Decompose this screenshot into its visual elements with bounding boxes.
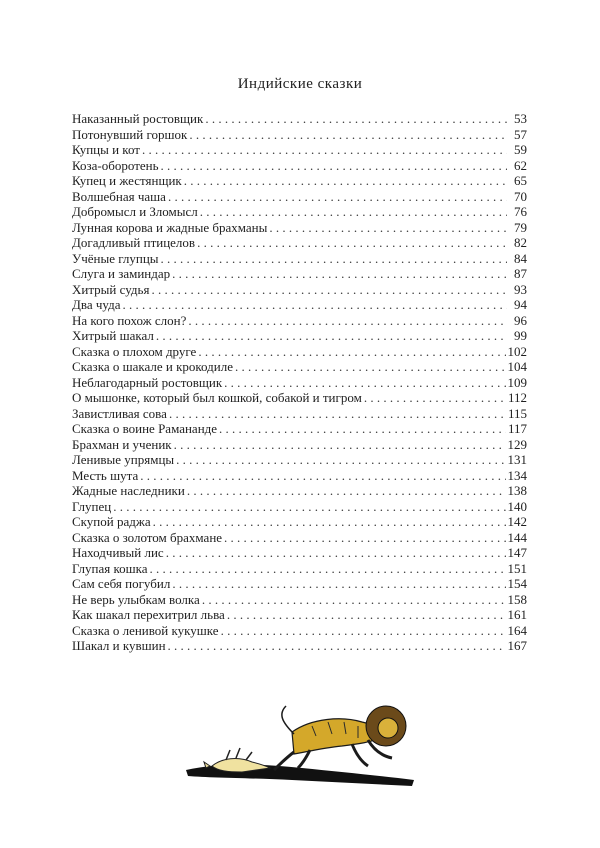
toc-entry: [72, 220, 527, 236]
toc-leader-dots: [169, 406, 506, 422]
toc-entry-page: 87: [514, 266, 527, 281]
toc-entry: [72, 483, 527, 499]
toc-entry-title: Глупая кошка: [72, 560, 148, 576]
toc-entry-page: 84: [514, 250, 527, 266]
toc-leader-dots: [161, 158, 507, 174]
toc-entry: [72, 282, 527, 298]
toc-entry-title: Два чуда: [72, 297, 121, 312]
toc-entry-page: 142: [507, 514, 527, 529]
toc-entry-page: 115: [507, 405, 527, 421]
toc-entry: [72, 297, 527, 313]
toc-leader-dots: [364, 390, 506, 406]
toc-entry-page: 138: [507, 483, 527, 498]
toc-leader-dots: [221, 623, 506, 639]
toc-entry-page: 59: [514, 142, 527, 157]
toc-entry: [72, 173, 527, 189]
toc-entry-page: 79: [514, 219, 527, 235]
toc-leader-dots: [142, 142, 507, 158]
toc-entry: [72, 344, 527, 360]
toc-leader-dots: [202, 592, 506, 608]
toc-leader-dots: [189, 127, 507, 143]
toc-entry-title: Хитрый судья: [72, 281, 150, 297]
toc-leader-dots: [224, 375, 505, 391]
toc-entry: [72, 111, 527, 127]
toc-entry-page: 104: [507, 359, 527, 374]
toc-entry: [72, 406, 527, 422]
toc-entry-title: Волшебная чаша: [72, 188, 166, 204]
toc-entry-page: 99: [514, 328, 527, 343]
toc-leader-dots: [227, 607, 506, 623]
toc-entry-title: Завистливая сова: [72, 405, 167, 421]
toc-entry: [72, 235, 527, 251]
toc-entry-title: Наказанный ростовщик: [72, 111, 204, 126]
toc-entry-title: Ленивые упрямцы: [72, 452, 175, 467]
toc-entry-title: Скупой раджа: [72, 514, 151, 529]
toc-leader-dots: [122, 297, 507, 313]
toc-entry-title: Купцы и кот: [72, 142, 140, 157]
toc-entry-page: 96: [514, 312, 527, 328]
toc-entry: [72, 530, 527, 546]
toc-leader-dots: [153, 514, 506, 530]
toc-entry-page: 76: [514, 204, 527, 219]
toc-entry-title: Глупец: [72, 498, 112, 514]
toc-entry: [72, 561, 527, 577]
toc-leader-dots: [161, 251, 507, 267]
toc-leader-dots: [140, 468, 505, 484]
toc-entry-page: 161: [507, 607, 527, 622]
lion-figure: [274, 706, 406, 770]
page-title: Индийские сказки: [237, 76, 363, 92]
toc-leader-dots: [168, 189, 507, 205]
toc-entry-page: 70: [514, 188, 527, 204]
toc-leader-dots: [219, 421, 506, 437]
toc-entry-title: На кого похож слон?: [72, 312, 187, 328]
toc-leader-dots: [168, 638, 506, 654]
toc-entry-title: Хитрый шакал: [72, 328, 154, 343]
table-of-contents: [72, 111, 527, 654]
toc-entry-title: Сказка о ленивой кукушке: [72, 622, 219, 638]
toc-entry: [72, 328, 527, 344]
toc-entry-page: 117: [507, 421, 527, 436]
toc-entry: [72, 313, 527, 329]
toc-entry-page: 140: [507, 498, 527, 514]
toc-leader-dots: [113, 499, 505, 515]
toc-entry-page: 154: [507, 576, 527, 591]
toc-leader-dots: [172, 266, 507, 282]
toc-entry: [72, 452, 527, 468]
toc-entry: [72, 437, 527, 453]
toc-leader-dots: [184, 173, 507, 189]
toc-entry: [72, 545, 527, 561]
toc-entry-title: Сказка о золотом брахмане: [72, 529, 223, 545]
toc-entry: [72, 359, 527, 375]
toc-entry-page: 129: [507, 436, 527, 452]
toc-entry: [72, 468, 527, 484]
toc-leader-dots: [150, 561, 506, 577]
toc-entry-page: 147: [507, 545, 527, 560]
toc-entry-title: Сказка о шакале и крокодиле: [72, 359, 234, 374]
toc-entry-title: Жадные наследники: [72, 483, 185, 498]
toc-entry-page: 65: [514, 173, 527, 188]
toc-leader-dots: [198, 344, 505, 360]
toc-entry-page: 144: [507, 529, 527, 545]
toc-entry-page: 158: [507, 591, 527, 607]
toc-entry-title: Учёные глупцы: [72, 250, 159, 266]
toc-entry: [72, 607, 527, 623]
toc-entry-page: 134: [507, 467, 527, 483]
toc-entry-title: Коза-оборотень: [72, 157, 159, 173]
toc-entry-page: 164: [507, 622, 527, 638]
toc-entry-title: Лунная корова и жадные брахманы: [72, 219, 268, 235]
toc-entry-title: Неблагодарный ростовщик: [72, 374, 223, 390]
toc-entry-title: Сам себя погубил: [72, 576, 171, 591]
toc-entry: [72, 638, 527, 654]
toc-entry: [72, 251, 527, 267]
toc-entry-title: Потонувший горшок: [72, 126, 188, 142]
toc-leader-dots: [151, 282, 507, 298]
toc-leader-dots: [187, 483, 506, 499]
toc-entry: [72, 592, 527, 608]
toc-entry-title: О мышонке, который был кошкой, собакой и тигром: [72, 390, 362, 405]
toc-leader-dots: [188, 313, 507, 329]
toc-leader-dots: [166, 545, 506, 561]
toc-leader-dots: [172, 576, 505, 592]
toc-entry: [72, 576, 527, 592]
toc-entry-page: 53: [514, 111, 527, 126]
toc-entry-title: Не верь улыбкам волка: [72, 591, 200, 607]
toc-leader-dots: [269, 220, 507, 236]
toc-entry-page: 109: [507, 374, 527, 390]
toc-entry-title: Сказка о плохом друге: [72, 343, 197, 359]
toc-entry: [72, 421, 527, 437]
toc-entry-page: 82: [514, 235, 527, 250]
toc-entry-title: Находчивый лис: [72, 545, 164, 560]
toc-entry-page: 94: [514, 297, 527, 312]
toc-entry-page: 57: [514, 126, 527, 142]
toc-entry-title: Шакал и кувшин: [72, 638, 166, 653]
toc-entry: [72, 375, 527, 391]
toc-entry: [72, 623, 527, 639]
toc-entry: [72, 266, 527, 282]
toc-leader-dots: [200, 204, 507, 220]
toc-entry: [72, 514, 527, 530]
toc-leader-dots: [205, 111, 507, 127]
toc-entry-title: Как шакал перехитрил льва: [72, 607, 225, 622]
toc-entry-page: 62: [514, 157, 527, 173]
toc-entry-title: Слуга и заминдар: [72, 266, 171, 281]
toc-entry-title: Месть шута: [72, 467, 139, 483]
toc-entry: [72, 390, 527, 406]
lion-illustration: [182, 692, 418, 788]
toc-leader-dots: [235, 359, 505, 375]
toc-entry-page: 102: [507, 343, 527, 359]
toc-entry: [72, 189, 527, 205]
toc-leader-dots: [174, 437, 506, 453]
toc-leader-dots: [224, 530, 505, 546]
toc-entry-page: 131: [507, 452, 527, 467]
toc-entry-page: 151: [507, 560, 527, 576]
toc-entry-title: Догадливый птицелов: [72, 235, 196, 250]
toc-entry: [72, 127, 527, 143]
toc-leader-dots: [176, 452, 505, 468]
toc-entry: [72, 204, 527, 220]
toc-entry-title: Купец и жестянщик: [72, 173, 182, 188]
toc-entry-title: Добромысл и Зломысл: [72, 204, 198, 219]
toc-leader-dots: [156, 328, 507, 344]
toc-entry-page: 167: [507, 638, 527, 653]
toc-entry-title: Брахман и ученик: [72, 436, 172, 452]
toc-entry: [72, 142, 527, 158]
toc-entry-page: 93: [514, 281, 527, 297]
toc-entry: [72, 499, 527, 515]
toc-entry-title: Сказка о воине Рамананде: [72, 421, 218, 436]
toc-leader-dots: [197, 235, 507, 251]
toc-entry: [72, 158, 527, 174]
toc-entry-page: 112: [507, 390, 527, 405]
